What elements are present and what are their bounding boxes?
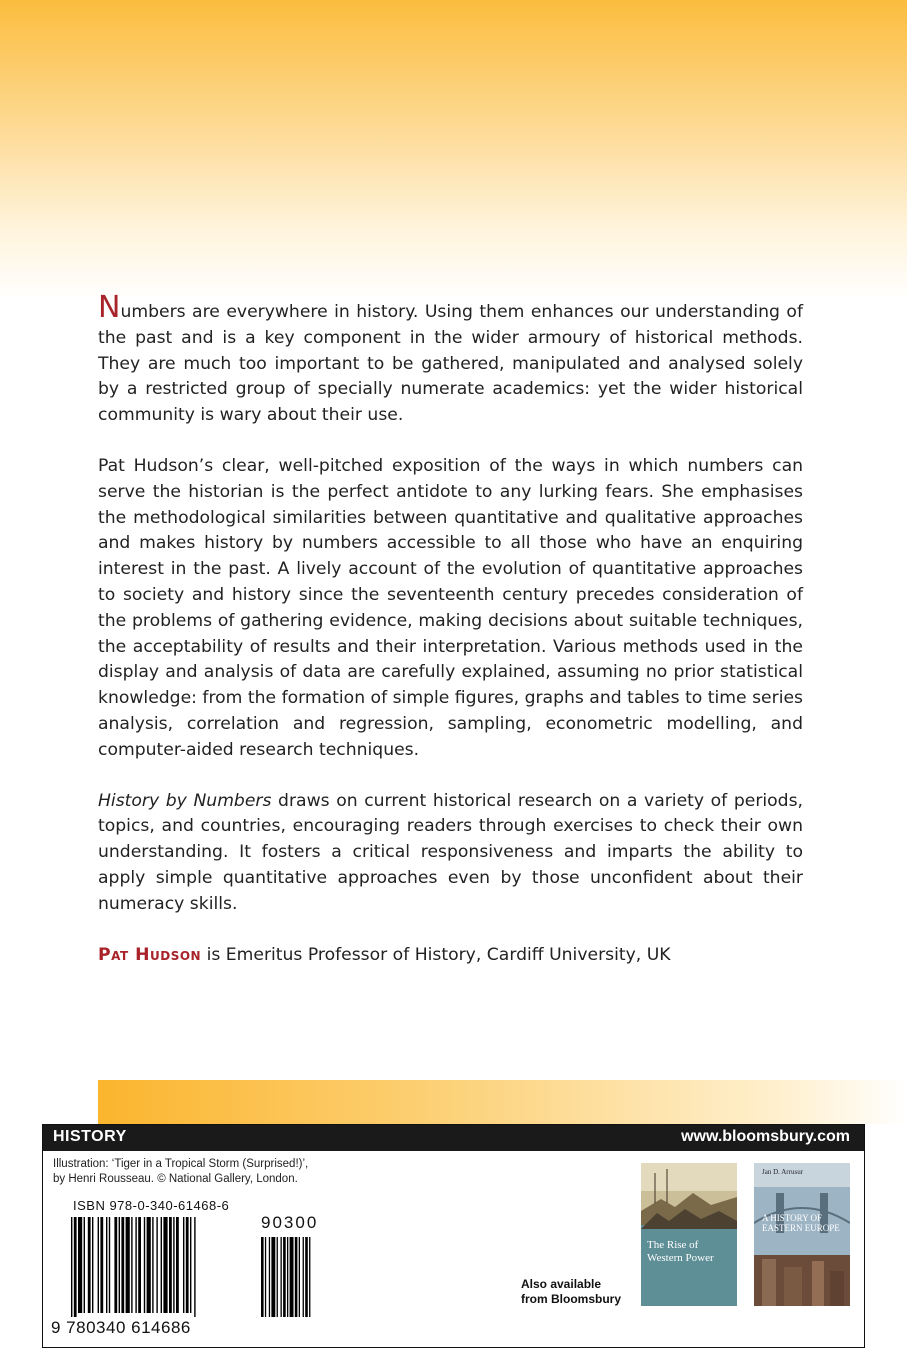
illustration-credit xyxy=(53,1157,353,1187)
paragraph-3-text: draws on current historical research on a variety of periods, topics, and countries, encouraging readers through exercises to check their own understanding. It fosters a critical responsiveness and imparts the ability to apply simple quantitative approaches even by those unconfident about their numeracy skills. xyxy=(98,790,804,914)
bottom-info-panel xyxy=(42,1124,865,1348)
cover-1-art xyxy=(641,1163,737,1306)
category-bar xyxy=(43,1125,864,1151)
also-line-2: from Bloomsbury xyxy=(521,1292,622,1306)
related-book-cover-1[interactable] xyxy=(641,1163,737,1306)
barcode-addon-digits: 90300 xyxy=(261,1213,319,1232)
author-name: Pat Hudson xyxy=(98,944,202,965)
also-line-1: Also available xyxy=(521,1277,602,1291)
cover-1-title: The Rise of Western Power xyxy=(647,1239,714,1264)
drop-cap: N xyxy=(98,290,121,325)
back-cover-blurb xyxy=(98,290,804,993)
cover-2-author: Jan D. Arrusur xyxy=(762,1168,804,1176)
bottom-gradient-band xyxy=(98,1080,907,1124)
author-bio xyxy=(98,943,803,969)
credit-line-1: Illustration: ‘Tiger in a Tropical Storm (Surprised!)’, xyxy=(53,1158,309,1170)
top-gradient-band xyxy=(0,0,907,300)
credit-line-2: by Henri Rousseau. © National Gallery, London. xyxy=(53,1173,298,1185)
cover-2-art xyxy=(754,1163,850,1306)
related-book-cover-2[interactable] xyxy=(754,1163,850,1306)
category-label: HISTORY xyxy=(53,1128,127,1145)
blurb-paragraph-2: Pat Hudson’s clear, well-pitched exposition of the ways in which numbers can serve the historian is the perfect antidote to any lurking fears. She emphasises the methodological similarities between quantitative and qualitative approaches and makes history by numbers accessible to all those who have an enquiring interest in the past. A lively account of the evolution of quantitative approaches to society and history since the seventeenth century precedes consideration of the problems of gathering evidence, making decisions about suitable techniques, the acceptability of results and their interpretation. Various methods used in the display and analysis of data are carefully explained, assuming no prior statistical knowledge: from the formation of simple figures, graphs and tables to time series analysis, correlation and regression, sampling, econometric modelling, and computer-aided research techniques. xyxy=(98,455,803,760)
isbn-text: ISBN 978-0-340-61468-6 xyxy=(73,1198,230,1213)
publisher-website[interactable]: www.bloomsbury.com xyxy=(681,1128,850,1145)
book-title-italic: History by Numbers xyxy=(98,790,272,811)
blurb-paragraph-3 xyxy=(98,789,803,918)
paragraph-1-text: umbers are everywhere in history. Using them enhances our understanding of the past and is a key component in the wider armoury of historical methods. They are much too important to be gathered, manipulated and analysed solely by a restricted group of specially numerate academics: yet the wider historical community is wary about their use. xyxy=(98,302,803,426)
also-available-label xyxy=(521,1277,621,1307)
blurb-paragraph-1 xyxy=(98,290,803,429)
cover-2-title: A HISTORY OF EASTERN EUROPE xyxy=(762,1213,840,1233)
barcode-digits: 9 780340 614686 xyxy=(51,1318,191,1337)
author-bio-text: is Emeritus Professor of History, Cardiff University, UK xyxy=(201,944,671,965)
